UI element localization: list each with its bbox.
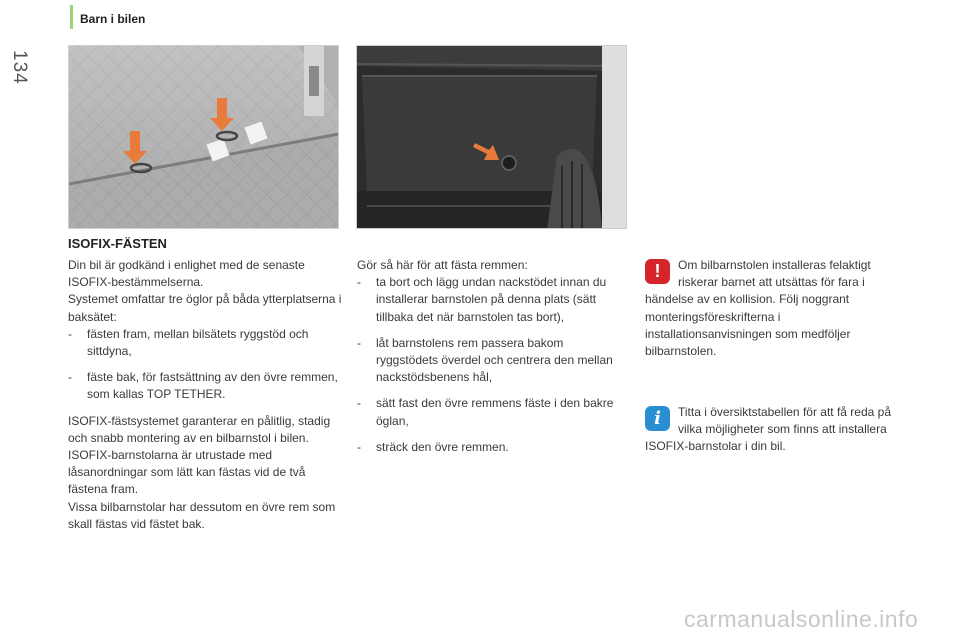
- guarantee-paragraph: ISOFIX-fästsystemet garanterar en pålitlig, stadig och snabb montering av en bilbarnstol i bilen.: [68, 413, 331, 445]
- page-number: 134: [9, 50, 30, 85]
- list-item-text: låt barnstolens rem passera bakom ryggstödets överdel och centrera den mellan nackstödsbenens hål,: [376, 335, 613, 385]
- locking-paragraph: ISOFIX-barnstolarna är utrustade med låsanordningar som lätt kan fästas vid de två fästena fram.: [68, 448, 306, 497]
- info-text: Titta i översiktstabellen för att få reda på vilka möjligheter som finns att installera ISOFIX-barnstolar i din bil.: [645, 405, 891, 454]
- intro-paragraph: Din bil är godkänd i enlighet med de senaste ISOFIX-bestämmelserna.: [68, 258, 305, 290]
- top-strap-paragraph: Vissa bilbarnstolar har dessutom en övre rem som skall fästas vid fästet bak.: [68, 499, 336, 531]
- warning-text: Om bilbarnstolen installeras felaktigt riskerar barnet att utsättas för fara i händelse av en kollision. Följ noggrant monteringsföreskrifterna i installationsanvisningen som medföljer bilbarnstolen.: [645, 258, 871, 359]
- list-item: [357, 395, 627, 429]
- strap-instructions-column: [357, 257, 627, 465]
- list-item: [357, 335, 627, 387]
- instructions-intro: Gör så här för att fästa remmen:: [357, 258, 528, 272]
- list-item-text: fästen fram, mellan bilsätets ryggstöd och sittdyna,: [87, 326, 309, 359]
- isofix-description-column: [68, 257, 344, 533]
- list-item: [68, 369, 344, 403]
- list-dash: -: [68, 326, 72, 341]
- list-item: [357, 274, 627, 326]
- info-note: [645, 404, 910, 456]
- list-item-text: sträck den övre remmen.: [376, 439, 509, 454]
- warning-note: [645, 257, 910, 360]
- list-item: [357, 439, 627, 456]
- list-dash: -: [357, 275, 361, 290]
- list-item: [68, 326, 344, 360]
- warning-icon: !: [645, 259, 670, 284]
- top-tether-trunk-photo: [356, 45, 627, 229]
- list-dash: -: [68, 370, 72, 385]
- list-dash: -: [357, 335, 361, 350]
- chapter-title: Barn i bilen: [80, 12, 146, 26]
- list-item-text: fäste bak, för fastsättning av den övre remmen, som kallas TOP TETHER.: [87, 370, 338, 402]
- list-item-text: sätt fast den övre remmens fäste i den bakre öglan,: [376, 396, 614, 428]
- watermark: carmanualsonline.info: [684, 606, 919, 632]
- list-item-text: ta bort och lägg undan nackstödet innan du installerar barnstolen på denna plats (sätt tillbaka det när barnstolen tas bort),: [376, 275, 607, 324]
- info-icon: i: [645, 406, 670, 431]
- list-dash: -: [357, 439, 361, 454]
- list-dash: -: [357, 396, 361, 411]
- chapter-accent-bar: [70, 5, 73, 29]
- system-paragraph: Systemet omfattar tre öglor på båda ytterplatserna i baksätet:: [68, 292, 342, 324]
- section-heading: ISOFIX-FÄSTEN: [68, 236, 167, 251]
- isofix-seat-photo: [68, 45, 339, 229]
